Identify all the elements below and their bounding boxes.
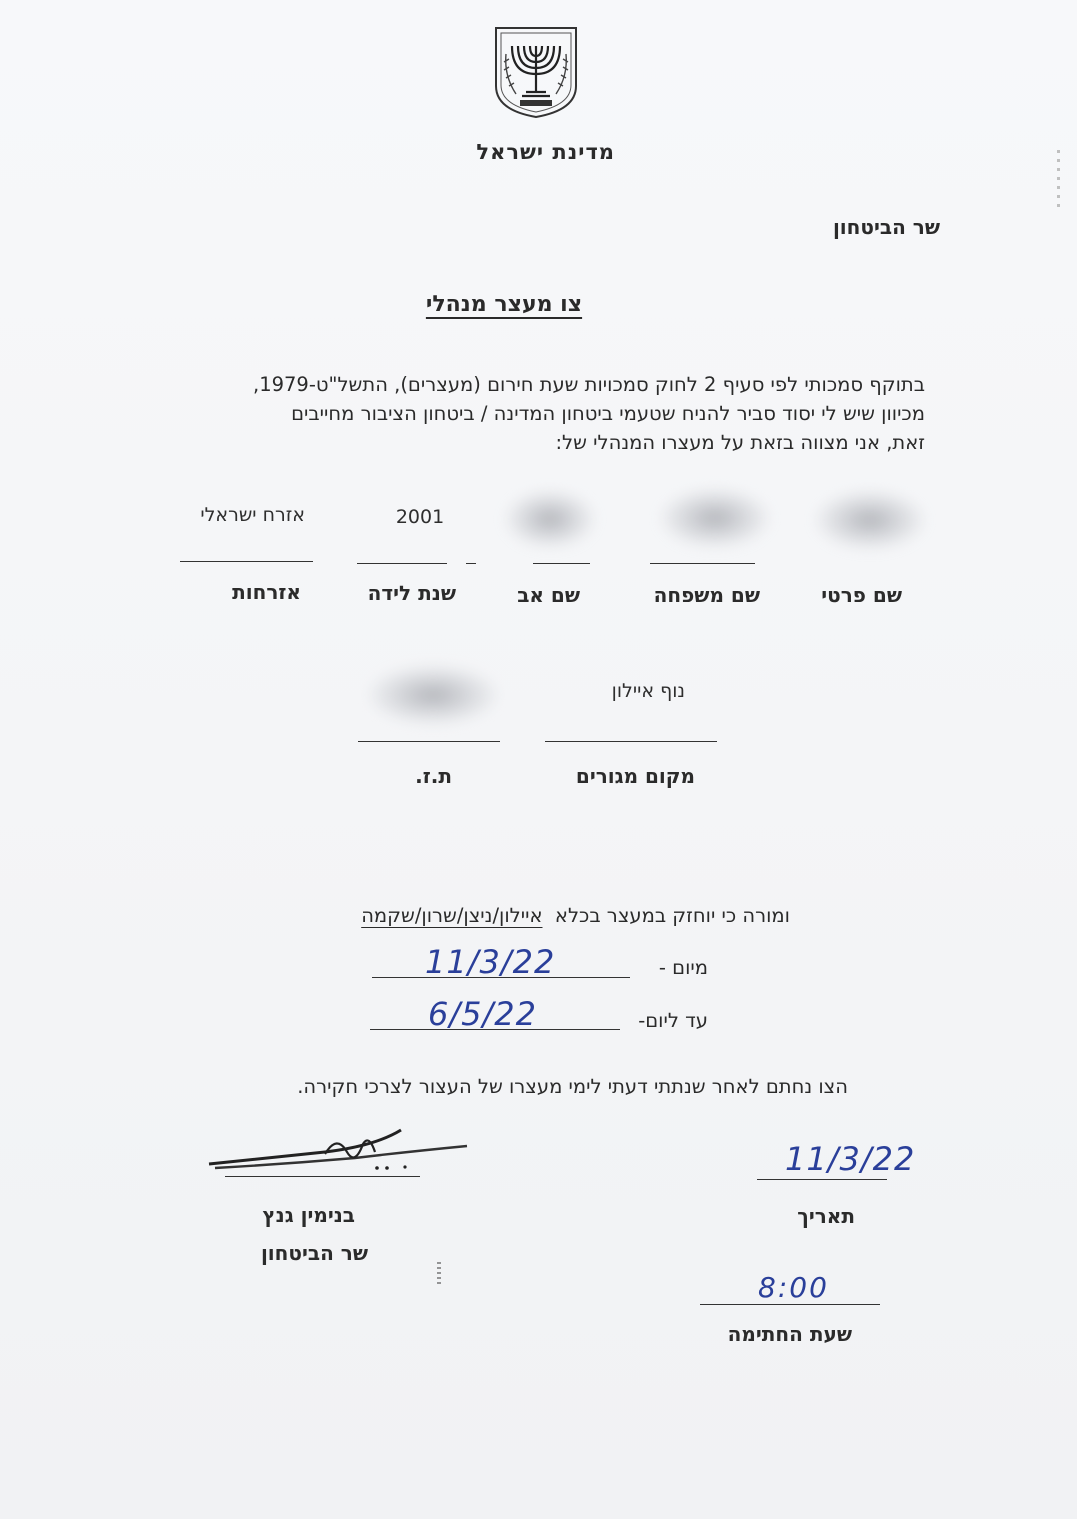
father-name-label: שם אב [517,583,580,607]
first-name-label: שם פרטי [821,583,902,607]
last-name-label: שם משפחה [653,583,760,607]
statement-line: הצו נחתם לאחר שנתתי דעתי לימי מעצרו של העצור לצרכי חקירה. [297,1075,848,1098]
redacted-father-name [505,490,595,548]
residence-line [545,741,717,742]
birth-year-line [357,563,447,564]
body-line-3: זאת, אני מצווה בזאת על מעצרו המנהלי של: [555,431,925,454]
id-number-label: ת.ז. [415,764,452,788]
last-name-line [650,563,755,564]
minister-title: שר הביטחון [260,1241,368,1265]
body-line-2: מכיוון שיש לי יסוד סביר להניח שטעמי ביטחון המדינה / ביטחון הציבור מחייבים [291,402,925,425]
detention-prefix: ומורה כי יוחזק במעצר בכלא [554,904,790,927]
residence-label: מקום מגורים [575,764,695,788]
signing-time-label: שעת החתימה [727,1322,852,1346]
redacted-id-number [368,665,498,725]
until-date-label: עד ליום- [638,1009,708,1032]
id-number-line [358,741,500,742]
office-heading: שר הביטחון [832,215,940,239]
minister-name: בנימין גנץ [262,1203,355,1227]
redacted-first-name [815,490,925,550]
date-label: תאריך [797,1204,855,1228]
signature-line [225,1176,420,1177]
separator-dash [466,563,476,564]
until-date-handwritten: 6/5/22 [428,995,537,1033]
minister-signature-icon [205,1122,475,1182]
citizenship-value: אזרח ישראלי [200,504,305,526]
birth-year-label: שנת לידה [367,581,456,605]
citizenship-label: אזרחות [232,580,301,604]
signing-time-handwritten: 8:00 [758,1271,829,1304]
father-name-line [533,563,590,564]
state-emblem-icon [490,24,582,120]
birth-year-value: 2001 [395,506,445,528]
scan-edge-mark [1057,150,1060,210]
from-date-handwritten: 11/3/22 [425,943,556,981]
redacted-last-name [660,488,770,548]
scan-mark [437,1262,441,1284]
country-heading: מדינת ישראל [476,140,615,164]
detention-facility: איילון/ניצן/שרון/שקמה [361,904,543,927]
citizenship-line [180,561,313,562]
body-line-1: בתוקף סמכותי לפי סעיף 2 לחוק סמכויות שעת חירום (מעצרים), התשל"ט-1979, [252,373,925,396]
from-date-label: מיום - [658,956,708,979]
detention-line [240,904,790,927]
residence-value: נוף איילון [611,680,685,702]
signing-time-line [700,1304,880,1305]
date-line [757,1179,887,1180]
signing-date-handwritten: 11/3/22 [785,1140,916,1178]
document-title: צו מעצר מנהלי [425,292,583,317]
